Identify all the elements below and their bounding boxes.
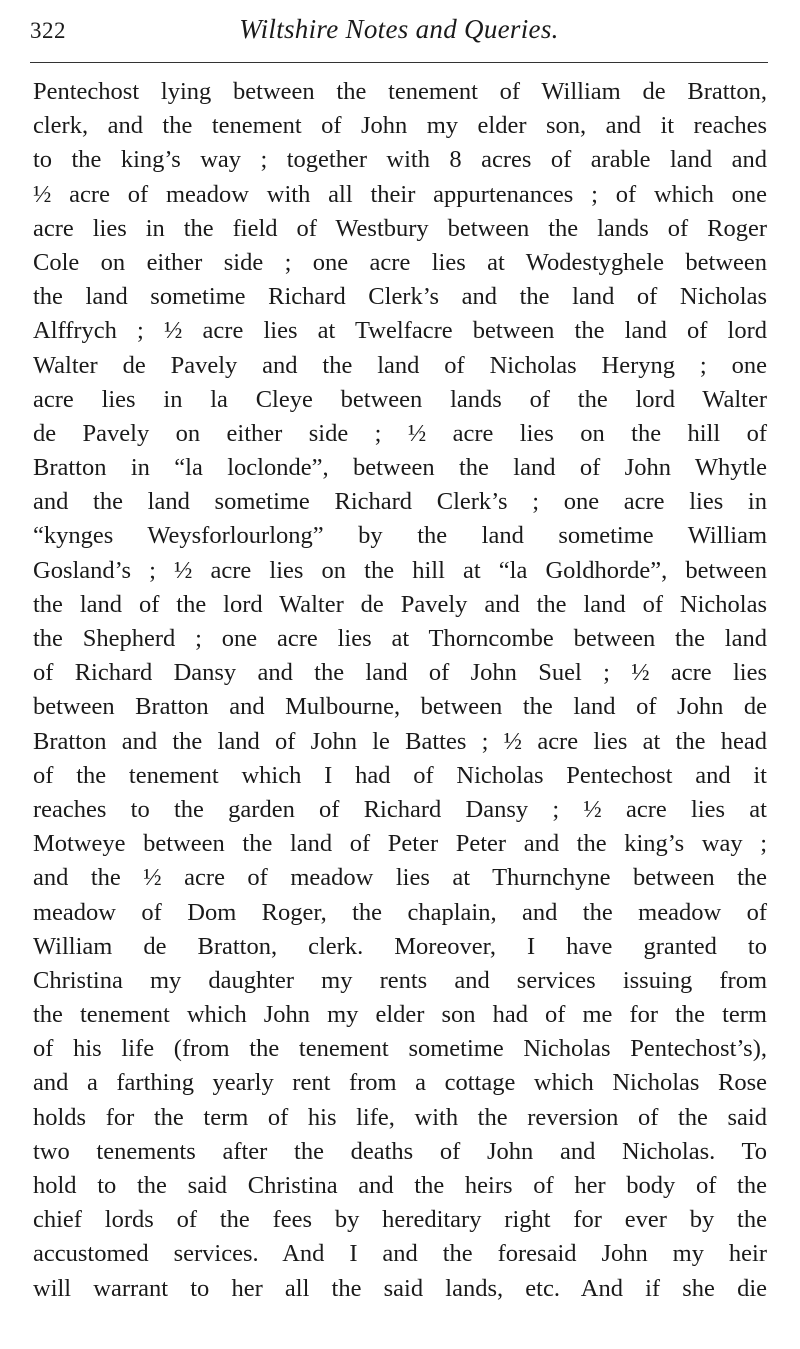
text-line: Bratton and the land of John le Battes ; ½ acre lies at the head [33,727,767,755]
text-line: “kynges Weysforlourlong” by the land sometime William [33,522,767,550]
text-line: Gosland’s ; ½ acre lies on the hill at “la Goldhorde”, between [33,556,767,584]
text-line: meadow of Dom Roger, the chaplain, and the meadow of [33,898,767,926]
text-line: hold to the said Christina and the heirs of her body of the [33,1172,767,1199]
header-rule [30,62,768,63]
text-line: Pentechost lying between the tenement of William de Bratton, [33,78,767,105]
text-line: William de Bratton, clerk. Moreover, I have granted to [33,932,767,960]
text-line: Motweye between the land of Peter Peter and the king’s way ; [33,830,767,858]
text-line: Bratton in “la loclonde”, between the land of John Whytle [33,454,767,482]
text-line: to the king’s way ; together with 8 acres of arable land and [33,146,767,174]
text-line: the land of the lord Walter de Pavely and the land of Nicholas [33,590,767,618]
text-line: holds for the term of his life, with the reversion of the said [33,1103,767,1131]
text-line: acre lies in la Cleye between lands of the lord Walter [33,385,767,413]
text-line: and the land sometime Richard Clerk’s ; one acre lies in [33,488,767,516]
text-line: Alffrych ; ½ acre lies at Twelfacre between the land of lord [33,317,767,345]
text-line: of the tenement which I had of Nicholas Pentechost and it [33,761,767,789]
text-line: of Richard Dansy and the land of John Suel ; ½ acre lies [33,659,767,687]
text-line: the Shepherd ; one acre lies at Thorncombe between the land [33,625,767,652]
text-line: and the ½ acre of meadow lies at Thurnchyne between the [33,864,767,892]
text-line: two tenements after the deaths of John and Nicholas. To [33,1137,767,1165]
text-line: will warrant to her all the said lands, etc. And if she die [33,1274,767,1302]
text-line: Christina my daughter my rents and services issuing from [33,966,767,994]
text-line: chief lords of the fees by hereditary right for ever by the [33,1206,767,1234]
text-line: Cole on either side ; one acre lies at Wodestyghele between [33,248,767,276]
text-line: between Bratton and Mulbourne, between the land of John de [33,693,767,721]
text-line: ½ acre of meadow with all their appurtenances ; of which one [33,180,767,208]
text-line: the land sometime Richard Clerk’s and the land of Nicholas [33,283,767,311]
text-line: reaches to the garden of Richard Dansy ; ½ acre lies at [33,795,767,823]
text-line: acre lies in the field of Westbury between the lands of Roger [33,214,767,242]
running-title: Wiltshire Notes and Queries. [239,14,559,44]
text-line: of his life (from the tenement sometime Nicholas Pentechost’s), [33,1035,767,1063]
text-line: clerk, and the tenement of John my elder son, and it reaches [33,112,767,140]
page-header [30,14,768,54]
text-line: accustomed services. And I and the foresaid John my heir [33,1240,767,1268]
text-line: Walter de Pavely and the land of Nicholas Heryng ; one [33,351,767,379]
text-line: the tenement which John my elder son had of me for the term [33,1001,767,1029]
body-text [33,75,767,1306]
text-line: de Pavely on either side ; ½ acre lies on the hill of [33,419,767,447]
text-line: and a farthing yearly rent from a cottage which Nicholas Rose [33,1069,767,1097]
page-number: 322 [30,18,66,43]
